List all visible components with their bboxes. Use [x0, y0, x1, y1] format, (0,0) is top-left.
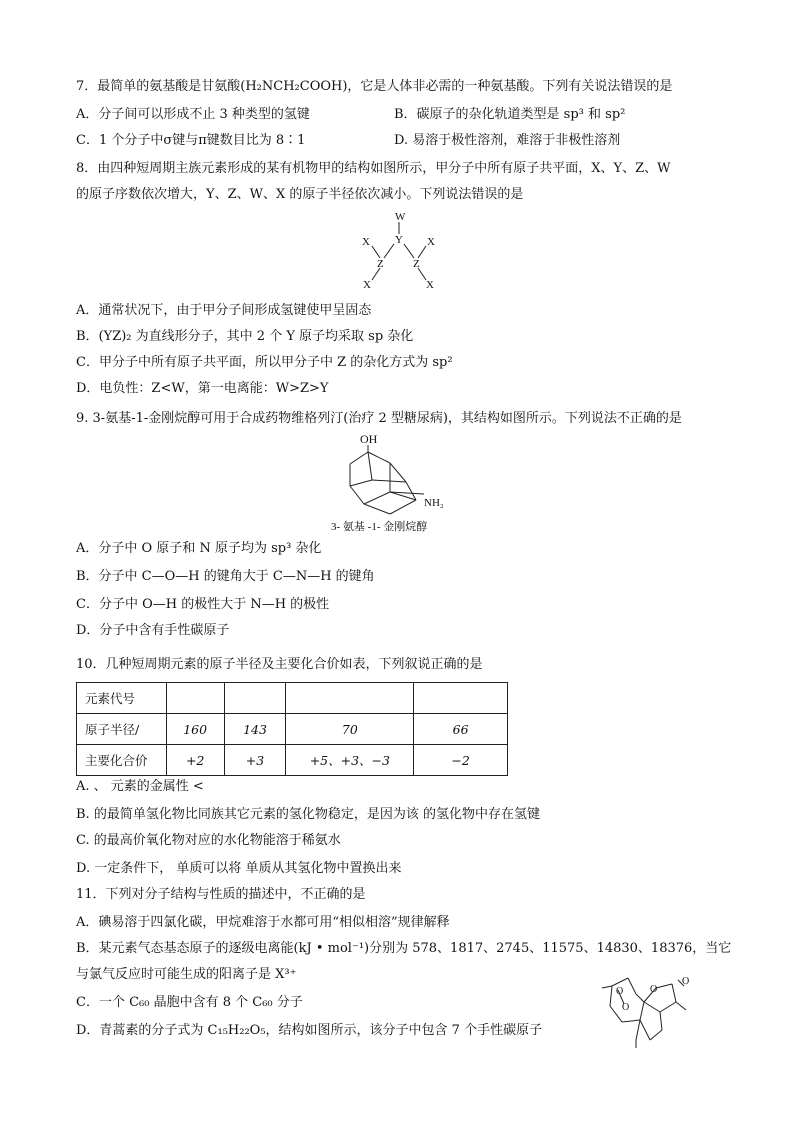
row-header: 原子半径/ [77, 714, 167, 745]
table-row [77, 683, 508, 714]
table-cell: −2 [414, 745, 508, 776]
q8-option-a: A．通常状况下，由于甲分子间形成氢键使甲呈固态 [76, 303, 372, 318]
table-cell: +3 [224, 745, 286, 776]
q10-stem: 10．几种短周期元素的原子半径及主要化合价如表，下列叙说正确的是 [76, 657, 483, 672]
atom-z-right: Z [413, 258, 420, 270]
q10-option-a: A. 、 元素的金属性 < [76, 779, 204, 794]
q7-option-b: B．碳原子的杂化轨道类型是 sp³ 和 sp² [394, 107, 626, 122]
q8-option-b: B．(YZ)₂ 为直线形分子，其中 2 个 Y 原子均采取 sp 杂化 [76, 329, 414, 344]
q8-stem-line1: 8．由四种短周期主族元素形成的某有机物甲的结构如图所示，甲分子中所有原子共平面，X、Y、Z、W [76, 161, 671, 176]
q7-stem: 7．最简单的氨基酸是甘氨酸(H₂NCH₂COOH)，它是人体非必需的一种氨基酸。下列有关说法错误的是 [76, 79, 673, 94]
q11-option-a: A．碘易溶于四氯化碳，甲烷难溶于水都可用“相似相溶”规律解释 [76, 915, 450, 930]
q9-option-c: C．分子中 O—H 的极性大于 N—H 的极性 [76, 597, 330, 612]
q10-option-c: C. 的最高价氧化物对应的水化物能溶于稀氨水 [76, 833, 341, 848]
table-cell: 160 [166, 714, 224, 745]
table-row [77, 745, 508, 776]
atom-w: W [395, 211, 406, 223]
atom-x-right-top: X [427, 236, 435, 248]
table-cell: +5、+3、−3 [286, 745, 414, 776]
q10-option-d: D. 一定条件下， 单质可以将 单质从其氢化物中置换出来 [76, 861, 402, 876]
oxygen-label: O [616, 986, 624, 997]
table-cell [286, 683, 414, 714]
q9-stem: 9. 3-氨基-1-金刚烷醇可用于合成药物维格列汀(治疗 2 型糖尿病)，其结构如图所示。下列说法不正确的是 [76, 411, 682, 426]
oxygen-label: O [650, 984, 658, 995]
nh2-label: NH₂ [424, 497, 444, 509]
q11-stem: 11．下列对分子结构与性质的描述中，不正确的是 [76, 887, 366, 902]
row-header: 主要化合价 [77, 745, 167, 776]
adamantane-caption: 3- 氨基 -1- 金刚烷醇 [331, 521, 428, 533]
row-header: 元素代号 [77, 683, 167, 714]
q7-option-c: C．1 个分子中σ键与π键数目比为 8∶1 [76, 133, 306, 148]
q11-option-b-line2: 与氯气反应时可能生成的阳离子是 X³⁺ [76, 967, 297, 982]
q10-option-b: B. 的最简单氢化物比同族其它元素的氢化物稳定，是因为该 的氢化物中存在氢键 [76, 807, 540, 822]
atom-x-left-top: X [362, 236, 370, 248]
q11-option-c: C．一个 C₆₀ 晶胞中含有 8 个 C₆₀ 分子 [76, 995, 303, 1010]
atom-x-left-bottom: X [363, 279, 371, 291]
atom-x-right-bottom: X [426, 279, 434, 291]
q9-option-a: A．分子中 O 原子和 N 原子均为 sp³ 杂化 [76, 541, 322, 556]
table-cell: +2 [166, 745, 224, 776]
atom-z-left: Z [377, 258, 384, 270]
table-cell: 70 [286, 714, 414, 745]
table-cell [414, 683, 508, 714]
q7-option-d: D. 易溶于极性溶剂，难溶于非极性溶剂 [394, 133, 621, 148]
q8-option-d: D．电负性：Z<W，第一电离能：W>Z>Y [76, 381, 329, 396]
artemisinin-structure-diagram [596, 964, 706, 1054]
oh-label: OH [360, 432, 378, 446]
table-cell [224, 683, 286, 714]
atom-y: Y [395, 234, 403, 246]
element-table [76, 682, 508, 776]
adamantane-structure-diagram [326, 430, 456, 534]
oxygen-label: O [622, 1002, 630, 1013]
q8-stem-line2: 的原子序数依次增大，Y、Z、W、X 的原子半径依次减小。下列说法错误的是 [76, 187, 524, 202]
oxygen-label: O [682, 976, 690, 987]
q11-option-d: D．青蒿素的分子式为 C₁₅H₂₂O₅，结构如图所示，该分子中包含 7 个手性碳原子 [76, 1023, 543, 1038]
q9-option-b: B．分子中 C—O—H 的键角大于 C—N—H 的键角 [76, 569, 375, 584]
table-cell: 143 [224, 714, 286, 745]
q9-option-d: D．分子中含有手性碳原子 [76, 623, 230, 638]
table-cell [166, 683, 224, 714]
table-cell: 66 [414, 714, 508, 745]
q11-option-b-line1: B．某元素气态基态原子的逐级电离能(kJ • mol⁻¹)分别为 578、1817、2745、11575、14830、18376，当它 [76, 941, 732, 956]
q7-option-a: A．分子间可以形成不止 3 种类型的氢键 [76, 107, 310, 122]
q8-option-c: C．甲分子中所有原子共平面，所以甲分子中 Z 的杂化方式为 sp² [76, 355, 453, 370]
q8-structure-diagram [350, 208, 450, 292]
table-row [77, 714, 508, 745]
